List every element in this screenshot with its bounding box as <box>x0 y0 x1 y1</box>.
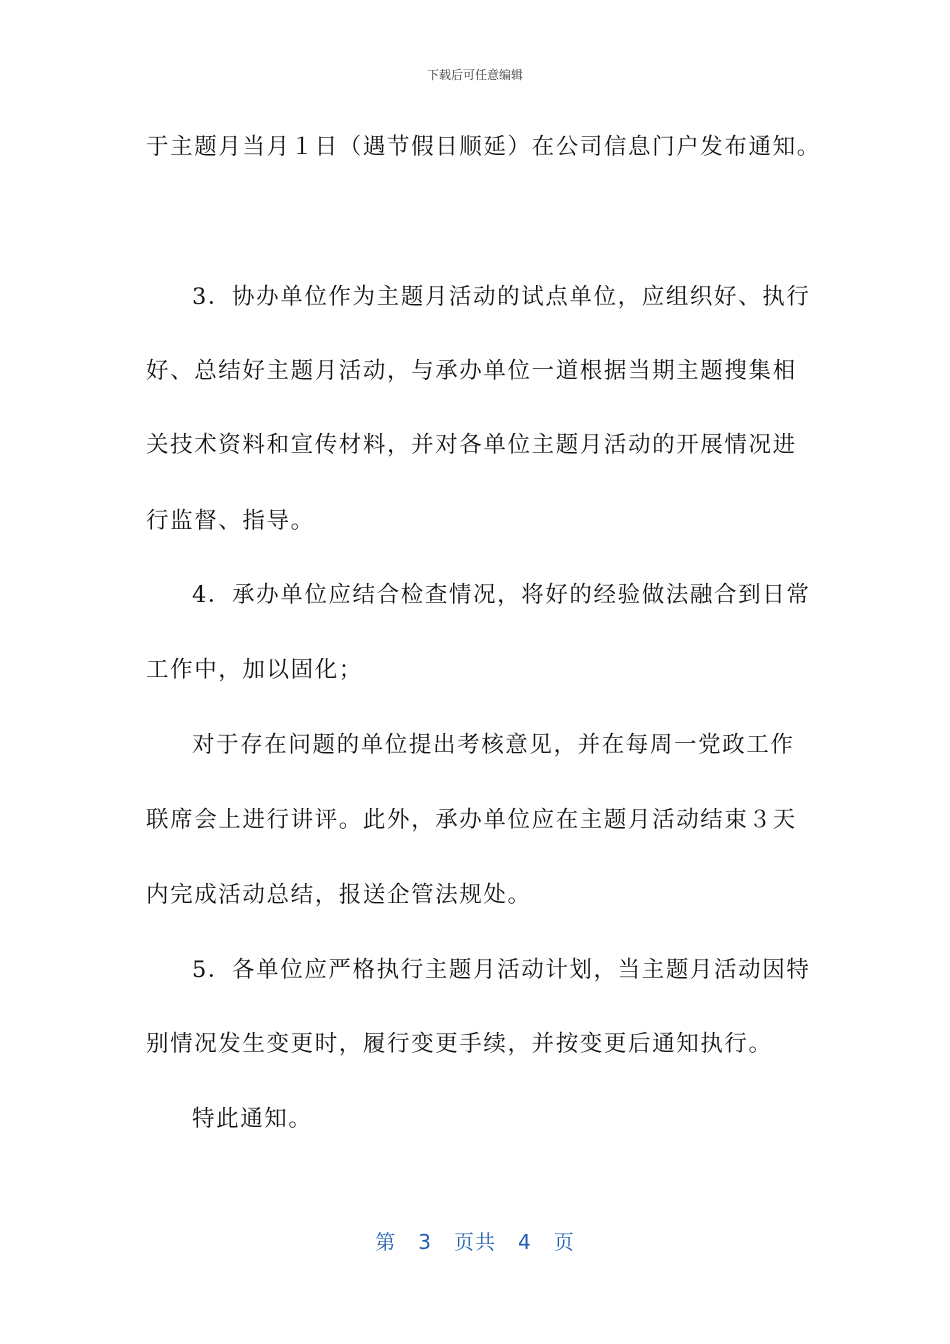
footer-suffix: 页 <box>553 1230 575 1254</box>
paragraph-line: 行监督、指导。 <box>146 508 315 534</box>
closing-line: 特此通知。 <box>192 1106 313 1132</box>
current-page-number: 3 <box>418 1230 432 1254</box>
paragraph-line: 内完成活动总结，报送企管法规处。 <box>146 882 532 908</box>
page-number-footer <box>0 1226 950 1255</box>
total-pages-number: 4 <box>518 1230 532 1254</box>
paragraph-line: 于主题月当月１日（遇节假日顺延）在公司信息门户发布通知。 <box>146 134 821 160</box>
paragraph-line: 工作中，加以固化； <box>146 657 363 683</box>
paragraph-line: 4．承办单位应结合检查情况，将好的经验做法融合到日常 <box>192 582 811 608</box>
paragraph-line: 关技术资料和宣传材料，并对各单位主题月活动的开展情况进 <box>146 432 797 458</box>
paragraph-line: 对于存在问题的单位提出考核意见，并在每周一党政工作 <box>192 732 795 758</box>
paragraph-line: 好、总结好主题月活动，与承办单位一道根据当期主题搜集相 <box>146 358 797 384</box>
paragraph-line: 别情况发生变更时，履行变更手续，并按变更后通知执行。 <box>146 1031 773 1057</box>
paragraph-line: 3．协办单位作为主题月活动的试点单位，应组织好、执行 <box>192 284 811 310</box>
footer-prefix: 第 <box>375 1230 397 1254</box>
paragraph-line: 5．各单位应严格执行主题月活动计划，当主题月活动因特 <box>192 957 811 983</box>
paragraph-line: 联席会上进行讲评。此外，承办单位应在主题月活动结束３天 <box>146 807 797 833</box>
footer-middle: 页共 <box>454 1230 496 1254</box>
header-note: 下载后可任意编辑 <box>426 68 523 82</box>
